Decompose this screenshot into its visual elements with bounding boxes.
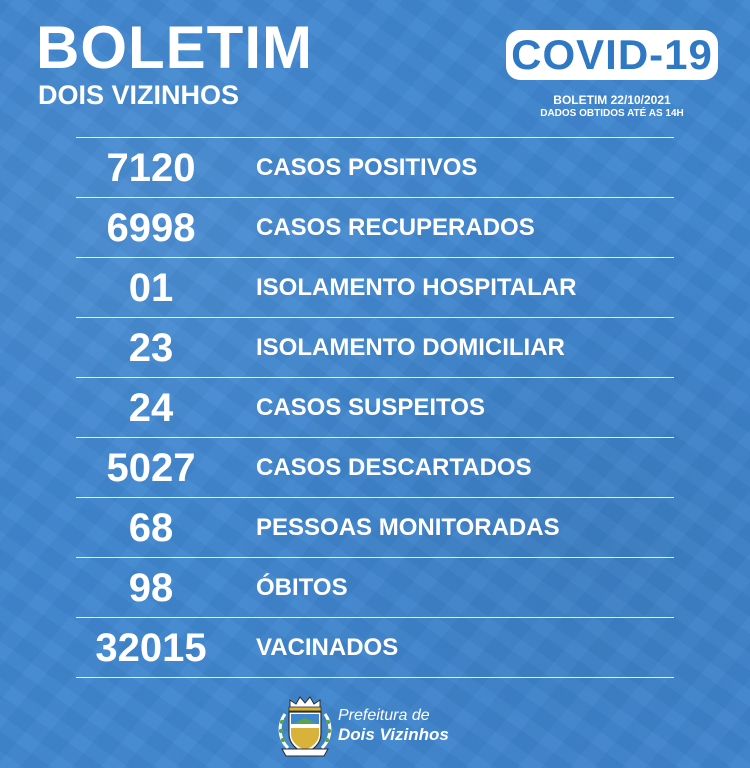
stat-value: 01 — [128, 265, 174, 310]
stat-label: CASOS RECUPERADOS — [256, 213, 535, 241]
page-title: BOLETIM — [36, 14, 313, 81]
stat-label: CASOS SUSPEITOS — [256, 393, 485, 421]
stat-label: VACINADOS — [256, 633, 399, 661]
municipal-crest-icon — [276, 694, 334, 758]
stat-label: ISOLAMENTO HOSPITALAR — [256, 273, 577, 301]
stat-row-suspected-cases — [76, 378, 674, 438]
stat-value: 7120 — [106, 145, 196, 190]
stat-label: ÓBITOS — [256, 573, 348, 601]
municipality-name-line1: Prefeitura de — [338, 707, 430, 725]
stat-value: 68 — [128, 505, 174, 550]
stat-label: CASOS POSITIVOS — [256, 153, 478, 181]
stat-label: CASOS DESCARTADOS — [256, 453, 532, 481]
stat-label: PESSOAS MONITORADAS — [256, 513, 560, 541]
stat-row-positive-cases — [76, 138, 674, 198]
data-source-note: DADOS OBTIDOS ATÉ AS 14H — [540, 108, 684, 119]
stat-value: 6998 — [106, 205, 196, 250]
stat-row-hospital-isolation — [76, 258, 674, 318]
stat-label: ISOLAMENTO DOMICILIAR — [256, 333, 565, 361]
page-subtitle: DOIS VIZINHOS — [38, 80, 240, 110]
stat-value: 32015 — [95, 625, 207, 670]
report-date: BOLETIM 22/10/2021 — [553, 93, 671, 107]
stat-row-monitored-people — [76, 498, 674, 558]
stat-row-vaccinated — [76, 618, 674, 678]
covid-badge: COVID-19 — [506, 30, 718, 80]
stat-row-recovered-cases — [76, 198, 674, 258]
municipality-logo — [276, 694, 449, 758]
stat-row-home-isolation — [76, 318, 674, 378]
stat-value: 5027 — [106, 445, 196, 490]
stats-table — [76, 137, 674, 678]
stat-value: 98 — [128, 565, 174, 610]
stat-row-deaths — [76, 558, 674, 618]
stat-value: 24 — [128, 385, 174, 430]
stat-row-discarded-cases — [76, 438, 674, 498]
municipality-name — [338, 707, 449, 745]
municipality-name-line2: Dois Vizinhos — [338, 725, 449, 745]
stat-value: 23 — [128, 325, 174, 370]
